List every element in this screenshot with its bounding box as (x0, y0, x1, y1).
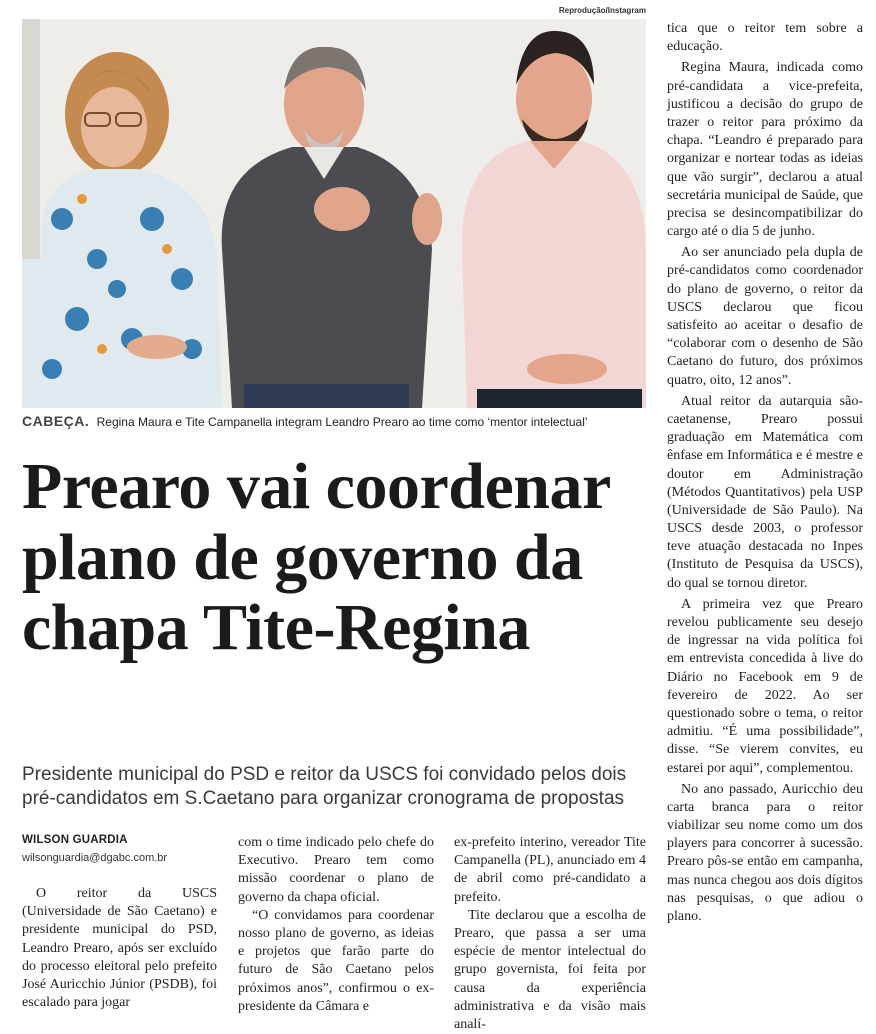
article-column-4 (667, 20, 863, 926)
paragraph: Regina Maura, indicada como pré-candidata a vice-prefeita, justificou a decisão do grupo de trazer o reitor para próximo da chapa. “Leandro é preparado para organizar e nortear todas as ideias que vão surgir”, declarou a atual secretária municipal de Saúde, que precisa se desincompatibilizar do cargo até o dia 5 de junho. (667, 60, 863, 240)
article-column-1 (22, 885, 217, 1012)
paragraph: “O convidamos para coordenar nosso plano de governo, as ideias e projetos que farão parte do futuro de São Caetano pelos próximos anos”, confirmou o ex-presidente da Câmara e (238, 907, 434, 1014)
paragraph: com o time indicado pelo chefe do Executivo. Prearo tem como missão coordenar o plano de governo da chapa oficial. (238, 835, 434, 905)
paragraph: O reitor da USCS (Universidade de São Caetano) e presidente municipal do PSD, Leandro Prearo, após ser excluído do processo eleitoral pelo prefeito José Auricchio Júnior (PSDB), foi escalado para jogar (22, 886, 217, 1011)
article-photo (22, 19, 646, 408)
article-column-2 (238, 834, 434, 1016)
caption-text: Regina Maura e Tite Campanella integram Leandro Prearo ao time como ‘mentor intelectual’ (96, 415, 588, 429)
paragraph: Ao ser anunciado pela dupla de pré-candidatos como coordenador do plano de governo, o reitor da USCS declarou que ficou satisfeito ao aceitar o desafio de “colaborar com o desenho de São Caetano do futuro, dos próximos quatro, oito, 12 anos”. (667, 245, 863, 388)
article-subhead: Presidente municipal do PSD e reitor da USCS foi convidado pelos dois pré-candidatos em S.Caetano para organizar cronograma de propostas (22, 764, 627, 809)
photo-credit: Reprodução/Instagram (558, 6, 646, 15)
photo-caption (22, 413, 662, 429)
paragraph: Atual reitor da autarquia são-caetanense, Prearo possui graduação em Matemática com ênfase em Informática e é mestre e doutor em Administração (Métodos Quantitativos) pela USP (Universidade de São Paulo). Na USCS desde 2003, o professor teve atuação destacada no Inpes (Instituto de Pesquisa da USCS), do qual se tornou diretor. (667, 393, 863, 591)
paragraph: ex-prefeito interino, vereador Tite Campanella (PL), anunciado em 4 de abril como pré-candidato a prefeito. (454, 835, 646, 905)
author-email[interactable]: wilsonguardia@dgabc.com.br (22, 852, 168, 864)
byline (22, 834, 227, 864)
paragraph: tica que o reitor tem sobre a educação. (667, 21, 863, 55)
caption-kicker: CABEÇA. (22, 413, 90, 429)
paragraph: A primeira vez que Prearo revelou publicamente seu desejo de ingressar na vida política foi em entrevista concedida à live do Diário no Facebook em 9 de fevereiro de 2022. Ao ser questionado sobre o tema, o reitor admitiu. “É uma possibilidade”, disse. “Se vierem convites, eu estarei por aqui”, complementou. (667, 596, 863, 776)
author-name: WILSON GUARDIA (22, 834, 128, 846)
paragraph: No ano passado, Auricchio deu carta branca para o reitor viabilizar seu nome como um dos players para concorrer à sucessão. Prearo pôs-se então em campanha, mas nunca chegou aos dois dígitos nas pesquisas, o que adiou o plano. (667, 781, 863, 924)
paragraph: Tite declarou que a escolha de Prearo, que passa a ser uma espécie de mentor intelectual do grupo governista, foi feita por causa da experiência administrativa e da visão mais analí- (454, 907, 646, 1032)
article-column-3 (454, 834, 646, 1034)
article-headline: Prearo vai coordenar plano de governo da chapa Tite-Regina (22, 450, 610, 665)
